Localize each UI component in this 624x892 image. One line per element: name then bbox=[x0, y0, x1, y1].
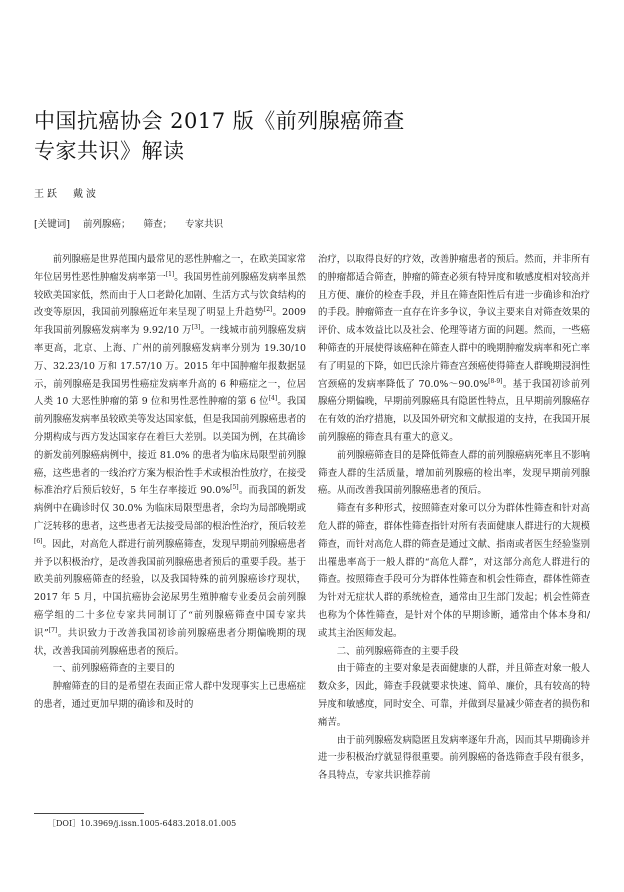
title-line-2: 专家共识》解读 bbox=[34, 139, 185, 163]
doi-footnote: ［DOI］10.3969/j.issn.1005-6483.2018.01.005 bbox=[48, 819, 237, 828]
keyword-3: 专家共识 bbox=[185, 219, 224, 230]
screening-forms-paragraph: 筛查有多种形式，按照筛查对象可以分为群体性筛查和针对高危人群的筛查，群体性筛查指针对所有表面健康人群进行的大规模筛查，而针对高危人群的筛查是通过文献、指南或者医生经验鉴别出罹患率高于一般人群的“高危人群”，对这部分高危人群进行的筛查。按照筛查手段可分为群体性筛查和机会性筛查，群体性筛查为针对无症状人群的系统检查，通常由卫生部门发起；机会性筛查也称为个体性筛查，是针对个体的早期诊断，通常由个体本身和/或其主治医师发起。 bbox=[318, 503, 590, 639]
article-title bbox=[34, 106, 594, 166]
screening-goal-paragraph: 前列腺癌筛查目的是降低筛查人群的前列腺癌病死率且不影响筛查人群的生活质量，增加前列腺癌的检出率，发现早期前列腺癌。从而改善我国前列腺癌患者的预后。 bbox=[318, 449, 590, 497]
screening-means-paragraph: 由于筛查的主要对象是表面健康的人群，并且筛查对象一般人数众多，因此，筛查手段就要求快速、简单、廉价，具有较高的特异度和敏感度，同时安全、可靠，并做到尽量减少筛查者的损伤和痛苦。 bbox=[318, 663, 590, 728]
continued-paragraph: 治疗，以取得良好的疗效，改善肿瘤患者的预后。然而，并非所有的肿瘤都适合筛查，肿瘤的筛查必须有特异度和敏感度相对较高并且方便、廉价的检查手段，并且在筛查阳性后有进一步确诊和治疗的手段。肿瘤筛查一直存在许多争议，争议主要来自对筛查效果的评价、成本效益比以及社会、伦理等诸方面的问题。然而，一些癌种筛查的开展使得该癌种在筛查人群中的晚期肿瘤发病率和死亡率有了明显的下降，如巴氏涂片筛查宫颈癌使得筛查人群晚期浸润性宫颈癌的发病率降低了 70.0%～90.0%[8-9]。基于我国初诊前列腺癌分期偏晚，早期前列腺癌具有隐匿性特点，且早期前列腺癌存在有效的治疗措施，以及国外研究和文献报道的支持，在我国开展前列腺癌的筛查具有重大的意义。 bbox=[318, 254, 590, 443]
keywords bbox=[34, 216, 223, 230]
early-diagnosis-paragraph: 由于前列腺癌发病隐匿且发病率逐年升高，因而其早期确诊并进一步积极治疗就显得很重要。前列腺癌的备选筛查手段有很多，各具特点，专家共识推荐前 bbox=[318, 734, 590, 782]
keyword-1: 前列腺癌； bbox=[82, 219, 131, 230]
right-column bbox=[318, 251, 590, 785]
title-line-1: 中国抗癌协会 2017 版《前列腺癌筛查 bbox=[34, 109, 405, 133]
authors: 王跃 戴波 bbox=[34, 189, 99, 200]
section-heading-1: 一、前列腺癌筛查的主要目的 bbox=[52, 663, 175, 675]
left-column bbox=[34, 251, 306, 714]
intro-paragraph: 前列腺癌是世界范围内最常见的恶性肿瘤之一，在欧美国家常年位居男性恶性肿瘤发病率第一[1]。我国男性前列腺癌发病率虽然较欧美国家低，然而由于人口老龄化加剧、生活方式与饮食结构的改变等原因，我国前列腺癌近年来呈现了明显上升趋势[2]。2009 年我国前列腺癌发病率为 9.92/10 万[3]。一线城市前列腺癌发病率更高，北京、上海、广州的前列腺癌发病率分别为 19.30/10 万、32.23/10 万和 17.57/10 万。2015 年中国肿瘤年报数据显示，前列腺癌是我国男性癌症发病率升高的 6 种癌症之一，位居人类 10 大恶性肿瘤的第 9 位和男性恶性肿瘤的第 6 位[4]。我国前列腺癌发病率虽较欧美等发达国家低，但是我国前列腺癌患者的分期构成与西方发达国家存在着巨大差别。以美国为例，在其确诊的新发前列腺癌病例中，接近 81.0% 的患者为临床局限型前列腺癌，这些患者的一线治疗方案为根治性手术或根治性放疗，在接受标准治疗后预后较好，5 年生存率接近 90.0%[5]。而我国的新发病例中在确诊时仅 30.0% 为临床局限型患者，余均为局部晚期或广泛转移的患者，这些患者无法接受局部的根治性治疗，预后较差[6]。因此，对高危人群进行前列腺癌筛查，发现早期前列腺癌患者并予以积极治疗，是改善我国前列腺癌患者预后的重要手段。基于欧美前列腺癌筛查的经验，以及我国特殊的前列腺癌诊疗现状，2017 年 5 月，中国抗癌协会泌尿男生殖肿瘤专业委员会前列腺癌学组的二十多位专家共同制订了“前列腺癌筛查中国专家共识”[7]。共识致力于改善我国初诊前列腺癌患者分期偏晚期的现状，改善我国前列腺癌患者的预后。 bbox=[34, 254, 306, 657]
keyword-2: 筛查； bbox=[143, 219, 173, 230]
purpose-paragraph: 肿瘤筛查的目的是希望在表面正常人群中发现事实上已患癌症的患者，通过更加早期的确诊和及时的 bbox=[34, 681, 306, 710]
footnote-rule bbox=[34, 813, 144, 814]
keywords-label: [关键词] bbox=[34, 219, 70, 230]
section-heading-2: 二、前列腺癌筛查的主要手段 bbox=[336, 645, 459, 657]
